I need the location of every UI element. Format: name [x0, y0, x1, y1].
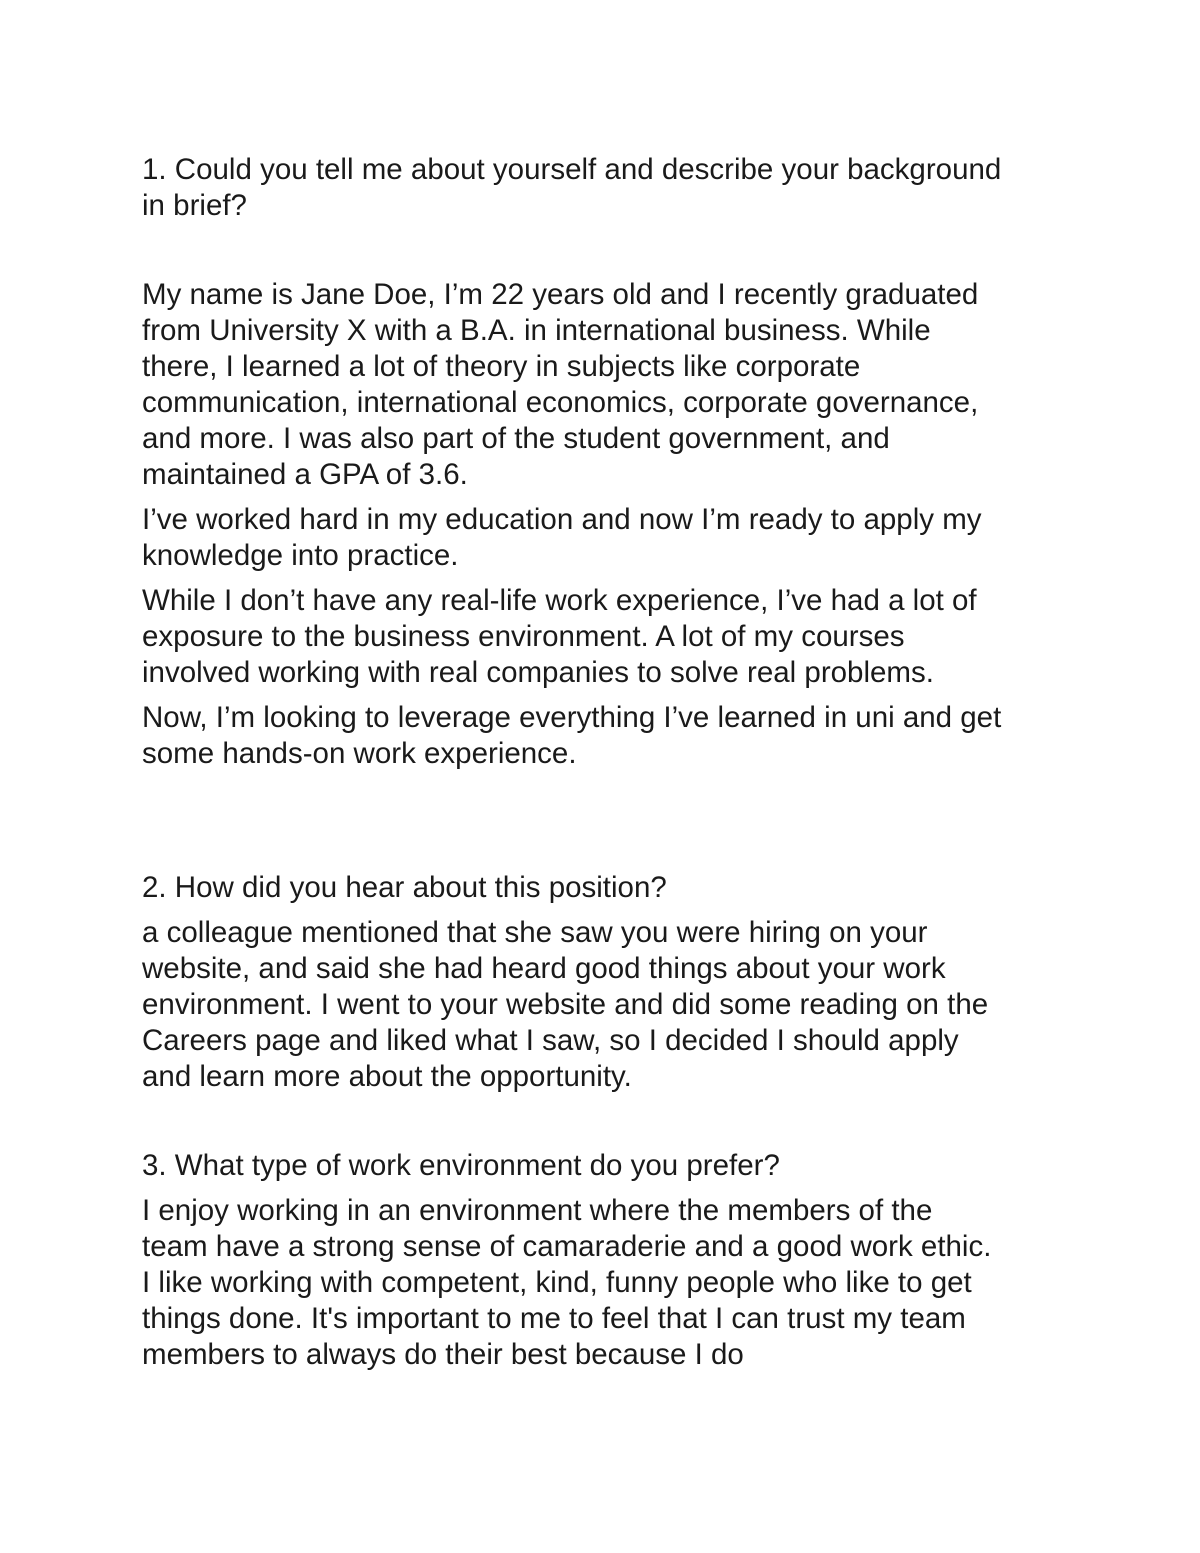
- paragraph-line: involved working with real companies to solve real problems.: [142, 656, 934, 689]
- answer-2: [142, 915, 1077, 1095]
- paragraph-line: things done. It's important to me to feel that I can trust my team: [142, 1302, 966, 1335]
- paragraph-line: maintained a GPA of 3.6.: [142, 458, 468, 491]
- paragraph-line: some hands-on work experience.: [142, 737, 577, 770]
- paragraph-line: My name is Jane Doe, I’m 22 years old and I recently graduated: [142, 278, 979, 311]
- paragraph-line: While I don’t have any real-life work experience, I’ve had a lot of: [142, 584, 977, 617]
- paragraph-line: exposure to the business environment. A lot of my courses: [142, 620, 905, 653]
- paragraph-line: a colleague mentioned that she saw you were hiring on your: [142, 916, 928, 949]
- paragraph-line: communication, international economics, corporate governance,: [142, 386, 979, 419]
- paragraph-line: I like working with competent, kind, funny people who like to get: [142, 1266, 972, 1299]
- paragraph-line: I enjoy working in an environment where the members of the: [142, 1194, 933, 1227]
- answer-1-paragraph-3: [142, 583, 1077, 691]
- question-1-line: 1. Could you tell me about yourself and describe your background: [142, 153, 1002, 186]
- answer-1-paragraph-2: [142, 502, 1077, 574]
- paragraph-line: website, and said she had heard good things about your work: [142, 952, 946, 985]
- paragraph-line: I’ve worked hard in my education and now I’m ready to apply my: [142, 503, 982, 536]
- paragraph-line: and more. I was also part of the student government, and: [142, 422, 890, 455]
- paragraph-line: Now, I’m looking to leverage everything I’ve learned in uni and get: [142, 701, 1002, 734]
- paragraph-line: there, I learned a lot of theory in subjects like corporate: [142, 350, 861, 383]
- question-2-line: 2. How did you hear about this position?: [142, 871, 667, 904]
- paragraph-line: knowledge into practice.: [142, 539, 459, 572]
- question-2: [142, 870, 1077, 906]
- question-3-line: 3. What type of work environment do you prefer?: [142, 1149, 780, 1182]
- paragraph-line: from University X with a B.A. in international business. While: [142, 314, 931, 347]
- answer-1-paragraph-4: [142, 700, 1077, 772]
- answer-3: [142, 1193, 1077, 1373]
- answer-1-paragraph-1: [142, 277, 1077, 493]
- paragraph-line: and learn more about the opportunity.: [142, 1060, 632, 1093]
- paragraph-line: Careers page and liked what I saw, so I decided I should apply: [142, 1024, 959, 1057]
- paragraph-line: environment. I went to your website and did some reading on the: [142, 988, 989, 1021]
- question-1-line: in brief?: [142, 189, 247, 222]
- paragraph-line: team have a strong sense of camaraderie and a good work ethic.: [142, 1230, 992, 1263]
- question-3: [142, 1148, 1077, 1184]
- question-1: [142, 152, 1077, 224]
- paragraph-line: members to always do their best because I do: [142, 1338, 744, 1371]
